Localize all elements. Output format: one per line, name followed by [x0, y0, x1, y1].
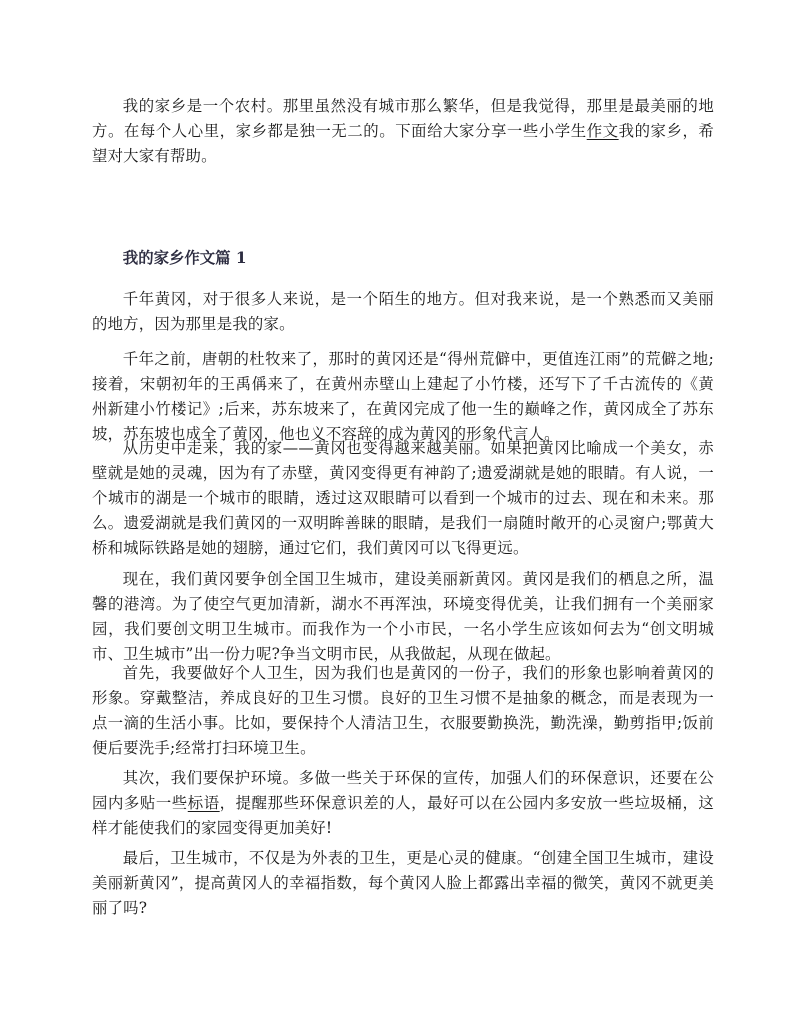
paragraph-3: 从历史中走来，我的家——黄冈也变得越来越美丽。如果把黄冈比喻成一个美女，赤壁就是她的灵魂，因为有了赤壁，黄冈变得更有神韵了;遗爱湖就是她的眼睛。有人说，一个城市的湖是一个城市的眼睛，透过这双眼睛可以看到一个城市的过去、现在和未来。那么。遗爱湖就是我们黄冈的一双明眸善睐的眼睛，是我们一扇随时敞开的心灵窗户;鄂黄大桥和城际铁路是她的翅膀，通过它们，我们黄冈可以飞得更远。 [92, 439, 714, 557]
intro-text-after-link: 我的家乡，希望对大家有帮助。 [92, 122, 715, 165]
paragraph-7: 最后，卫生城市，不仅是为外表的卫生，更是心灵的健康。“创建全国卫生城市，建设美丽新黄冈”，提高黄冈人的幸福指数，每个黄冈人脸上都露出幸福的微笑，黄冈不就更美丽了吗? [92, 849, 714, 917]
paragraph-2: 千年之前，唐朝的杜牧来了，那时的黄冈还是“得州荒僻中，更值连江雨”的荒僻之地;接着，宋朝初年的王禹偁来了，在黄州赤壁山上建起了小竹楼，还写下了千古流传的《黄州新建小竹楼记》;后来，苏东坡来了，在黄冈完成了他一生的巅峰之作，黄冈成全了苏东坡，苏东坡也成全了黄冈，他也义不容辞的成为黄冈的形象代言人。 [92, 350, 714, 443]
paragraph-5: 首先，我要做好个人卫生，因为我们也是黄冈的一份子，我们的形象也影响着黄冈的形象。穿戴整洁，养成良好的卫生习惯。良好的卫生习惯不是抽象的概念，而是表现为一点一滴的生活小事。比如，要保持个人清洁卫生，衣服要勤换洗，勤洗澡，勤剪指甲;饭前便后要洗手;经常打扫环境卫生。 [92, 664, 714, 757]
essay-link[interactable]: 作文 [586, 122, 619, 140]
paragraph-4: 现在，我们黄冈要争创全国卫生城市，建设美丽新黄冈。黄冈是我们的栖息之所，温馨的港湾。为了使空气更加清新，湖水不再浑浊，环境变得优美，让我们拥有一个美丽家园，我们要创文明卫生城市。而我作为一个小市民，一名小学生应该如何去为“创文明城市、卫生城市”出一份力呢?争当文明市民，从我做起，从现在做起。 [92, 570, 714, 663]
slogan-link[interactable]: 标语 [187, 794, 220, 812]
intro-text-before-link: 我的家乡是一个农村。那里虽然没有城市那么繁华，但是我觉得，那里是最美丽的地方。在每个人心里，家乡都是独一无二的。下面给大家分享一些小学生 [92, 97, 714, 140]
intro-paragraph [92, 94, 714, 169]
paragraph-6-text-before-link: 其次，我们要保护环境。多做一些关于环保的宣传，加强人们的环保意识，还要在公园内多贴一些 [92, 769, 714, 812]
paragraph-6 [92, 766, 714, 841]
section-title: 我的家乡作文篇 1 [122, 249, 247, 267]
paragraph-1: 千年黄冈，对于很多人来说，是一个陌生的地方。但对我来说，是一个熟悉而又美丽的地方，因为那里是我的家。 [92, 290, 714, 333]
paragraph-6-text-after-link: ，提醒那些环保意识差的人，最好可以在公园内多安放一些垃圾桶，这样才能使我们的家园变得更加美好! [92, 794, 714, 837]
